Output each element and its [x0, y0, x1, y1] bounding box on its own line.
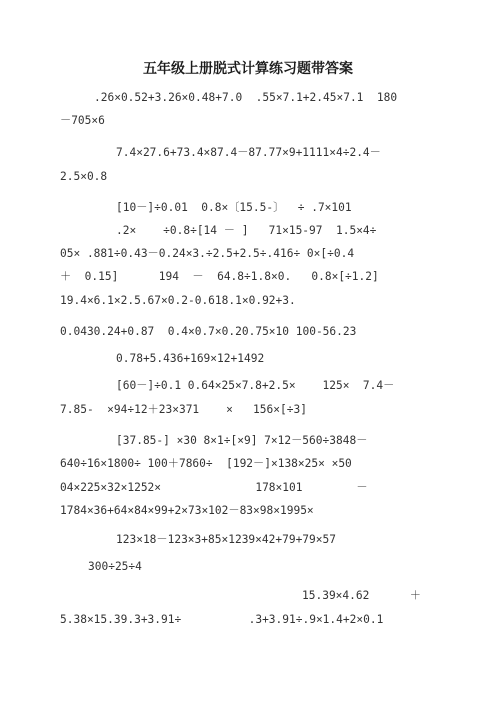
- text-line: 05× .881÷0.43－0.24×3.÷2.5+2.5÷.416÷ 0×[÷0.4: [60, 247, 355, 260]
- text-line: 123×18－123×3+85×1239×42+79+79×57: [116, 533, 336, 546]
- text-line: [37.85-] ×30 8×1÷[×9] 7×12－560÷3848－: [116, 434, 368, 447]
- document-title: 五年级上册脱式计算练习题带答案: [143, 61, 353, 77]
- text-line: .2× ÷0.8÷[14 － ] 71×15-97 1.5×4÷: [116, 224, 377, 237]
- text-line: [60－]÷0.1 0.64×25×7.8+2.5× 125× 7.4－: [116, 379, 395, 392]
- text-line: 15.39×4.62 ＋: [302, 589, 421, 602]
- text-line: 300÷25÷4: [88, 560, 142, 573]
- text-line: 2.5×0.8: [60, 170, 108, 183]
- text-line: 5.38×15.39.3+3.91÷ .3+3.91÷.9×1.4+2×0.1: [60, 613, 384, 626]
- text-line: 640÷16×1800÷ 100＋7860÷ [192－]×138×25× ×50: [60, 457, 352, 470]
- text-line: 7.85- ×94÷12＋23×371 × 156×[÷3]: [60, 403, 307, 416]
- text-line: 0.0430.24+0.87 0.4×0.7×0.20.75×10 100-56.23: [60, 325, 357, 338]
- text-line: 0.78+5.436+169×12+1492: [116, 352, 265, 365]
- text-line: 19.4×6.1×2.5.67×0.2-0.618.1×0.92+3.: [60, 294, 296, 307]
- text-line: 7.4×27.6+73.4×87.4－87.77×9+1111×4÷2.4－: [116, 146, 381, 159]
- text-line: 1784×36+64×84×99+2×73×102－83×98×1995×: [60, 504, 314, 517]
- text-line: ＋ 0.15] 194 － 64.8÷1.8×0. 0.8×[÷1.2]: [60, 270, 379, 283]
- text-line: －705×6: [60, 114, 105, 127]
- text-line: .26×0.52+3.26×0.48+7.0 .55×7.1+2.45×7.1 180: [94, 91, 398, 104]
- text-line: [10－]÷0.01 0.8×〔15.5-〕 ÷ .7×101: [116, 201, 352, 214]
- text-line: 04×225×32×1252× 178×101 －: [60, 481, 368, 494]
